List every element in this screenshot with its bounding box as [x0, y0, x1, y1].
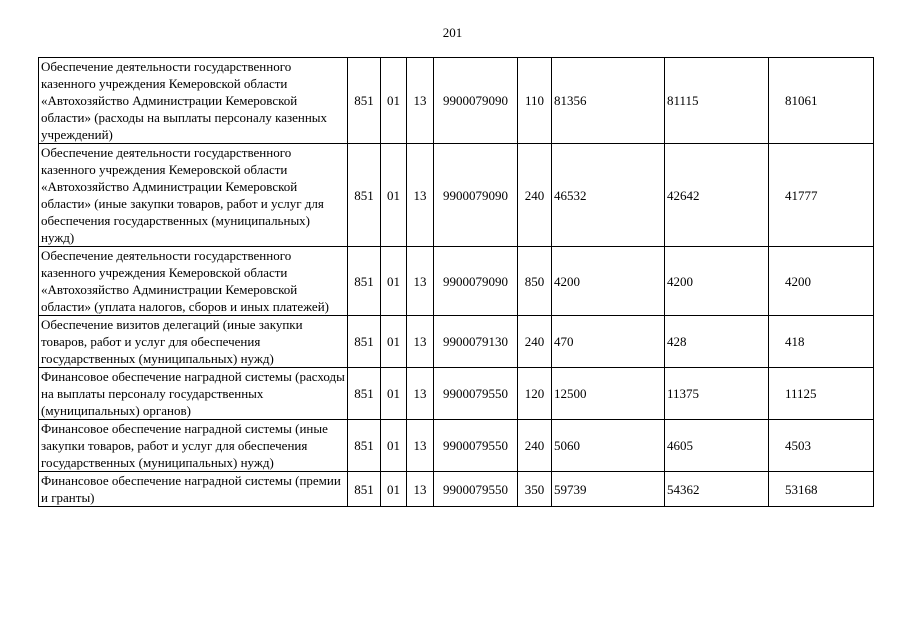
- ministry-code: 851: [348, 472, 381, 507]
- table-row: [39, 316, 874, 368]
- ministry-code: 851: [348, 144, 381, 247]
- section-code: 01: [381, 247, 407, 316]
- sum-year-3: 53168: [769, 472, 874, 507]
- sum-year-2: 11375: [665, 368, 769, 420]
- subsection-code: 13: [407, 58, 434, 144]
- section-code: 01: [381, 420, 407, 472]
- section-code: 01: [381, 316, 407, 368]
- sum-year-2: 4605: [665, 420, 769, 472]
- sum-year-2: 4200: [665, 247, 769, 316]
- page-number: 201: [442, 25, 463, 40]
- row-name: Обеспечение деятельности государственного казенного учреждения Кемеровской области «Автохозяйство Администрации Кемеровской области» (уплата налогов, сборов и иных платежей): [39, 247, 348, 316]
- sum-year-1: 59739: [552, 472, 665, 507]
- sum-year-3: 4503: [769, 420, 874, 472]
- sum-year-2: 81115: [665, 58, 769, 144]
- sum-year-3: 418: [769, 316, 874, 368]
- sum-year-3: 11125: [769, 368, 874, 420]
- sum-year-2: 42642: [665, 144, 769, 247]
- subsection-code: 13: [407, 420, 434, 472]
- sum-year-2: 428: [665, 316, 769, 368]
- section-code: 01: [381, 368, 407, 420]
- row-name: Финансовое обеспечение наградной системы (премии и гранты): [39, 472, 348, 507]
- ministry-code: 851: [348, 420, 381, 472]
- target-code: 9900079550: [434, 368, 518, 420]
- target-code: 9900079130: [434, 316, 518, 368]
- target-code: 9900079090: [434, 144, 518, 247]
- table-row: [39, 144, 874, 247]
- expense-type-code: 350: [518, 472, 552, 507]
- expense-type-code: 240: [518, 420, 552, 472]
- subsection-code: 13: [407, 368, 434, 420]
- table-row: [39, 247, 874, 316]
- expense-type-code: 110: [518, 58, 552, 144]
- section-code: 01: [381, 144, 407, 247]
- sum-year-1: 46532: [552, 144, 665, 247]
- row-name: Обеспечение деятельности государственного казенного учреждения Кемеровской области «Автохозяйство Администрации Кемеровской области» (расходы на выплаты персоналу казенных учреждений): [39, 58, 348, 144]
- ministry-code: 851: [348, 247, 381, 316]
- table-row: [39, 420, 874, 472]
- subsection-code: 13: [407, 316, 434, 368]
- sum-year-1: 470: [552, 316, 665, 368]
- sum-year-3: 4200: [769, 247, 874, 316]
- row-name: Финансовое обеспечение наградной системы (расходы на выплаты персоналу государственных (муниципальных) органов): [39, 368, 348, 420]
- sum-year-1: 81356: [552, 58, 665, 144]
- sum-year-1: 4200: [552, 247, 665, 316]
- target-code: 9900079090: [434, 58, 518, 144]
- target-code: 9900079090: [434, 247, 518, 316]
- row-name: Обеспечение деятельности государственного казенного учреждения Кемеровской области «Автохозяйство Администрации Кемеровской области» (иные закупки товаров, работ и услуг для обеспечения государственных (муниципальных) нужд): [39, 144, 348, 247]
- sum-year-3: 81061: [769, 58, 874, 144]
- sum-year-1: 5060: [552, 420, 665, 472]
- target-code: 9900079550: [434, 420, 518, 472]
- table-row: [39, 472, 874, 507]
- table-row: [39, 58, 874, 144]
- target-code: 9900079550: [434, 472, 518, 507]
- expense-type-code: 240: [518, 144, 552, 247]
- section-code: 01: [381, 58, 407, 144]
- table-row: [39, 368, 874, 420]
- expense-type-code: 120: [518, 368, 552, 420]
- section-code: 01: [381, 472, 407, 507]
- subsection-code: 13: [407, 144, 434, 247]
- ministry-code: 851: [348, 316, 381, 368]
- ministry-code: 851: [348, 58, 381, 144]
- row-name: Обеспечение визитов делегаций (иные закупки товаров, работ и услуг для обеспечения государственных (муниципальных) нужд): [39, 316, 348, 368]
- budget-table: [38, 57, 874, 507]
- expense-type-code: 240: [518, 316, 552, 368]
- ministry-code: 851: [348, 368, 381, 420]
- sum-year-3: 41777: [769, 144, 874, 247]
- subsection-code: 13: [407, 247, 434, 316]
- subsection-code: 13: [407, 472, 434, 507]
- sum-year-1: 12500: [552, 368, 665, 420]
- sum-year-2: 54362: [665, 472, 769, 507]
- expense-type-code: 850: [518, 247, 552, 316]
- row-name: Финансовое обеспечение наградной системы (иные закупки товаров, работ и услуг для обеспечения государственных (муниципальных) нужд): [39, 420, 348, 472]
